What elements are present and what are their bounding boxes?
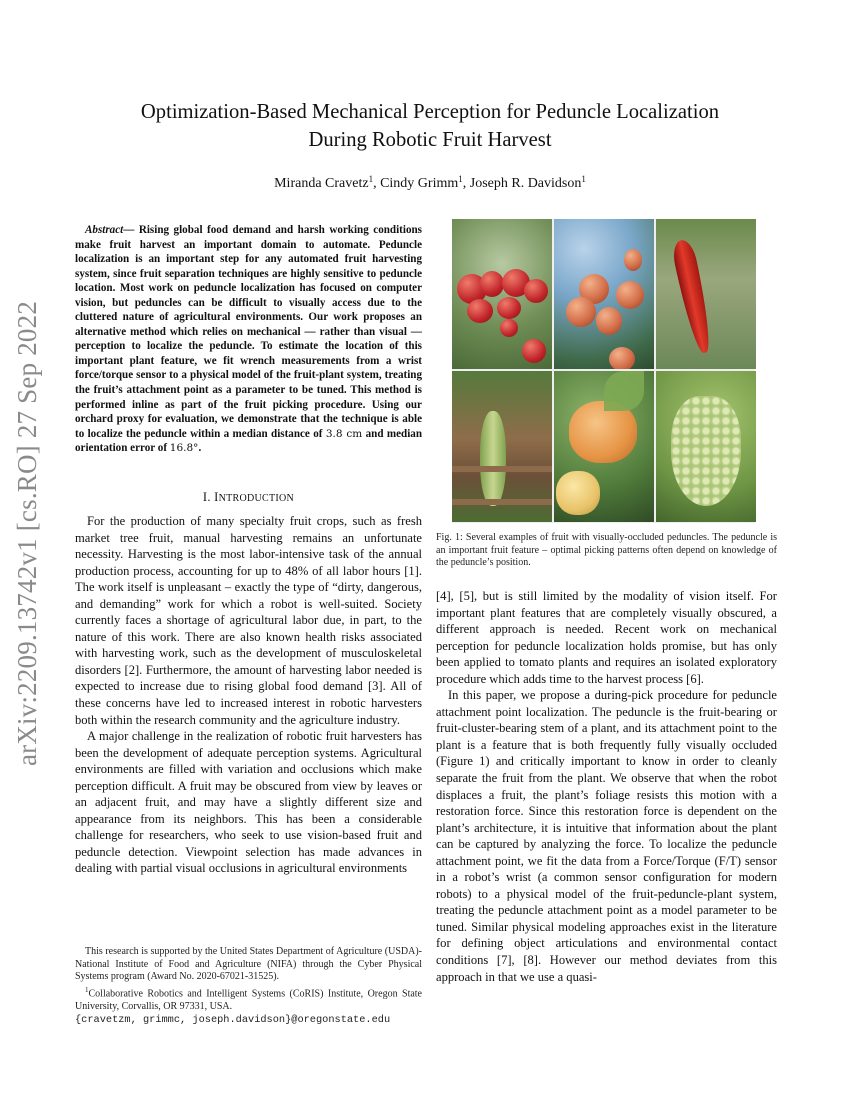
- figure-tile-apples: [452, 219, 552, 369]
- figure-tile-chili-pepper: [656, 219, 756, 369]
- title-line-1: Optimization-Based Mechanical Perception for Peduncle Localization: [140, 101, 720, 123]
- figure-1-fruit-grid: [452, 219, 755, 523]
- affiliation-mark: 1: [368, 174, 374, 184]
- title-line-2: During Robotic Fruit Harvest: [308, 129, 552, 151]
- arxiv-identifier: arXiv:2209.13742v1 [cs.RO] 27 Sep 2022: [12, 300, 43, 766]
- abstract: [75, 223, 422, 456]
- paper-title: [60, 98, 800, 154]
- abstract-text: Rising global food demand and harsh working conditions make fruit harvest an important domain to automate. Peduncle localization is an important step for any automated fruit harvesting system, since fruit separation techniques are highly sensitive to peduncle location. Most work on peduncle localization has focused on computer vision, but peduncles can be difficult to visually access due to the cluttered nature of agricultural environments. Our work proposes an alternative method which relies on mechanical — rather than visual — perception to localize the peduncle. To estimate the location of this important plant feature, we fit wrench measurements from a wrist force/torque sensor to a physical model of the fruit-plant system, treating the fruit’s attachment point as a parameter to be tuned. This method is performed inline as part of the fruit picking procedure. Using our orchard proxy for evaluation, we demonstrate that the technique is able to localize the peduncle within a median distance of: [75, 224, 422, 440]
- affiliation-mark: 1: [458, 174, 463, 184]
- abstract-text-middle: and median orientation error of: [75, 427, 422, 455]
- median-orientation-error-value: 16.8°: [169, 442, 199, 455]
- section-number: I.: [202, 490, 211, 504]
- introduction-right-column: [436, 588, 777, 985]
- introduction-left-column: [75, 513, 422, 877]
- section-title-initial: I: [214, 490, 219, 504]
- affiliation-mark: 1: [581, 174, 586, 184]
- author-name: Joseph R. Davidson: [469, 176, 582, 191]
- author-emails: {cravetzm, grimmc, joseph.davidson}@oregonstate.edu: [75, 1013, 391, 1026]
- author-list: Miranda Cravetz$^1$, Cindy Grimm$^1$, Joseph R. Davidson$^1$: [274, 174, 586, 191]
- section-heading-introduction: [75, 489, 422, 508]
- affiliation-footnote-mark: 1: [85, 986, 89, 995]
- figure-tile-gourd: [452, 371, 552, 522]
- body-paragraph: For the production of many specialty fruit crops, such as fresh market tree fruit, manual harvesting remains an unfortunate necessity. Harvesting is the most labor-intensive task of the annual production process, accounting for up to 48% of all labor hours [1]. The work itself is unpleasant – exactly the type of “dirty, dangerous, and demanding” work for which a robot is well-suited. Society currently faces a shortage of agricultural labor due, in part, to the nature of this work. There are also known health risks associated with harvesting work, such as the development of musculoskeletal disorders [2]. Furthermore, the amount of harvesting labor needed is expected to increase due to rising global food demand [3]. All of these concerns have led to increased interest in robotic harvesters both within the research community and the agriculture industry.: [75, 514, 422, 727]
- abstract-text-end: .: [198, 442, 202, 455]
- abstract-dash: —: [123, 224, 135, 236]
- body-paragraph: [4], [5], but is still limited by the modality of vision itself. For important plant features that are completely visually obscured, a different approach is needed. Recent work on mechanical perception for peduncle localization holds promise, but has only been applied to tomato plants and requires an isolated exploratory procedure which adds time to the harvest process [6].: [436, 589, 777, 686]
- figure-1-caption: Fig. 1: Several examples of fruit with visually-occluded peduncles. The peduncle is an important fruit feature – optimal picking patterns often depend on knowledge of the peduncle’s position.: [436, 532, 777, 569]
- figure-tile-apricots: [554, 219, 654, 369]
- affiliation-footnote: [75, 984, 422, 1014]
- funding-footnote: This research is supported by the United States Department of Agriculture (USDA)-National Institute of Food and Agriculture (NIFA) through the Cyber Physical Systems program (Award No. 2020-67021-31525).: [75, 946, 422, 983]
- affiliation-text: Collaborative Robotics and Intelligent Systems (CoRIS) Institute, Oregon State University, Corvallis, OR 97331, USA.: [75, 988, 422, 1013]
- section-title-rest: NTRODUCTION: [218, 493, 295, 504]
- abstract-paragraph: [75, 223, 422, 456]
- arxiv-stamp: [4, 293, 52, 773]
- figure-tile-grapes: [656, 371, 756, 522]
- body-paragraph: In this paper, we propose a during-pick procedure for peduncle attachment point localization. The peduncle is the fruit-bearing or fruit-cluster-bearing stem of a plant, and its attachment point to the plant is a feature that is both frequently fully visually occluded (Figure 1) and critically important to know in order to cleanly separate the fruit from the plant. We observe that when the robot displaces a fruit, the plant’s foliage resists this motion with a restoration force. Since this restoration force is dependent on the plant’s architecture, it is intuitive that information about the plant can be captured by analyzing the force. To localize the peduncle attachment point, we fit the data from a Force/Torque (F/T) sensor in a robot’s wrist (a common sensor configuration for modern robots) to a physical model of the fruit-peduncle-plant system, treating the peduncle attachment point as a model parameter to be tuned. Similar physical modeling approaches exist in the literature for defining object articulations and environmental contact conditions [7], [8]. However our method deviates from this approach in that we use a quasi-: [436, 688, 777, 984]
- figure-tile-bell-peppers: [554, 371, 654, 522]
- body-paragraph: A major challenge in the realization of robotic fruit harvesters has been the development of adequate perception systems. Agricultural environments are filled with variation and occlusions which make perception difficult. A fruit may be obscured from view by leaves or an adjacent fruit, and may have a slightly different size and appearance from its neighbors. This has been a considerable challenge for researchers, who seek to use vision-based fruit and peduncle detection. Viewpoint selection has made advances in dealing with partial visual occlusions in agricultural environments: [75, 729, 422, 876]
- median-distance-value: 3.8 cm: [325, 427, 363, 440]
- abstract-label: Abstract: [85, 224, 124, 236]
- author-name: Miranda Cravetz: [274, 176, 369, 191]
- author-name: Cindy Grimm: [380, 176, 459, 191]
- footnotes: [75, 946, 422, 1027]
